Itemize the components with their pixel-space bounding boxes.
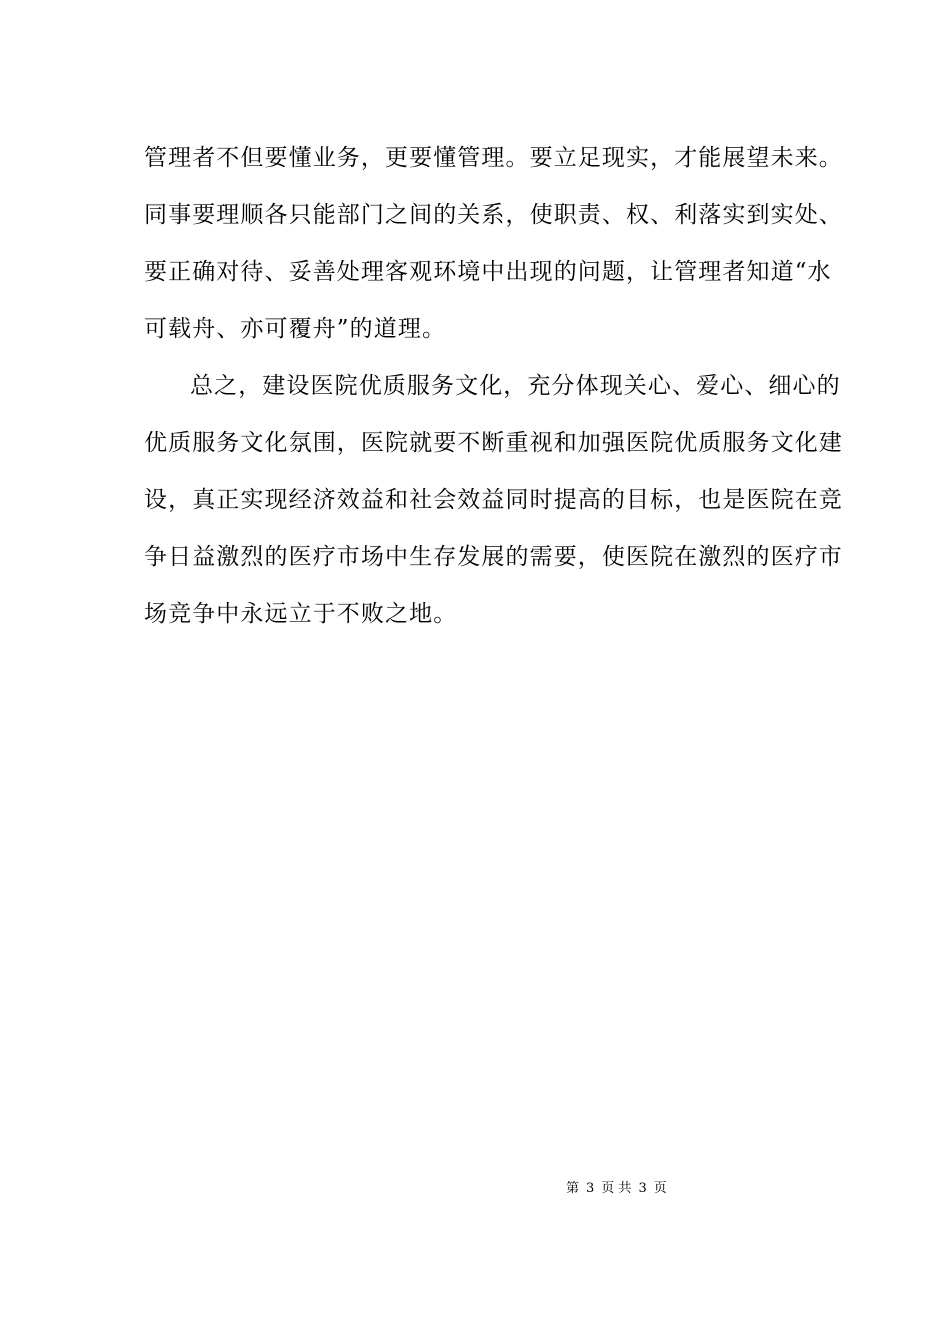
footer-prefix: 第	[566, 1181, 580, 1196]
text-line: 总之，建设医院优质服务文化，充分体现关心、爱心、细心的	[190, 373, 841, 399]
text-line: 可载舟、亦可覆舟”的道理。	[144, 316, 447, 342]
page-footer	[566, 1180, 674, 1198]
text-line: 要正确对待、妥善处理客观环境中出现的问题，让管理者知道“水	[144, 259, 832, 285]
footer-mid: 页 共	[601, 1181, 632, 1196]
footer-page-number: 3	[586, 1181, 595, 1196]
text-line: 场竞争中永远立于不败之地。	[144, 601, 458, 627]
text-line: 优质服务文化氛围，医院就要不断重视和加强医院优质服务文化建	[144, 430, 843, 456]
text-line: 管理者不但要懂业务，更要懂管理。要立足现实，才能展望未来。	[144, 145, 843, 171]
text-line: 争日益激烈的医疗市场中生存发展的需要，使医院在激烈的医疗市	[144, 544, 843, 570]
text-line: 同事要理顺各只能部门之间的关系，使职责、权、利落实到实处、	[144, 202, 843, 228]
footer-total-pages: 3	[638, 1181, 647, 1196]
footer-suffix: 页	[653, 1181, 667, 1196]
body-text	[144, 130, 843, 643]
text-line: 设，真正实现经济效益和社会效益同时提高的目标，也是医院在竞	[144, 487, 843, 513]
